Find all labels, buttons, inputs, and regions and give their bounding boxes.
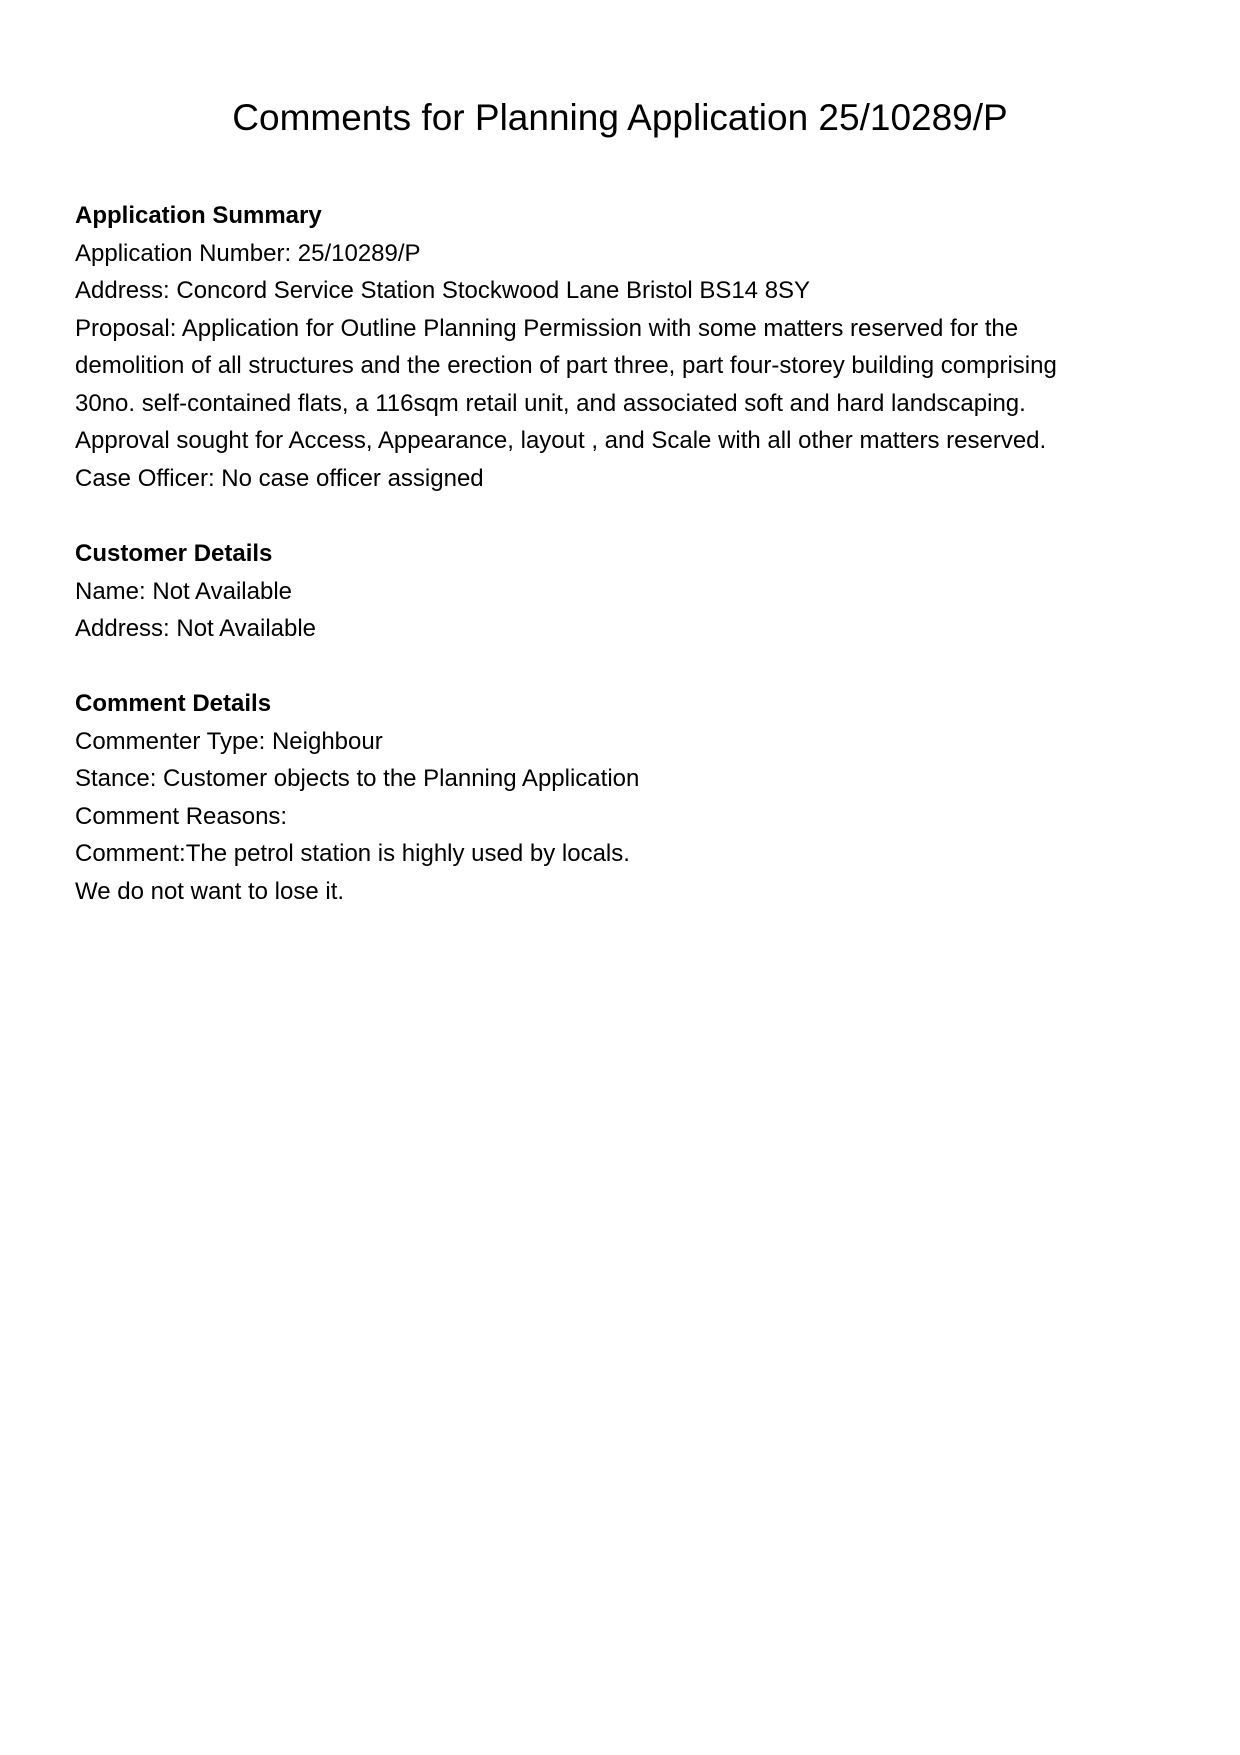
comment-text-line: Comment:The petrol station is highly used by locals. [75, 840, 630, 867]
case-officer: Case Officer: No case officer assigned [75, 464, 484, 492]
proposal-line: 30no. self-contained flats, a 116sqm retail unit, and associated soft and hard landscaping. [75, 389, 1026, 417]
customer-address: Address: Not Available [75, 615, 317, 642]
application-summary-heading: Application Summary [75, 202, 322, 229]
commenter-type: Commenter Type: Neighbour [75, 727, 383, 755]
application-summary-section [75, 197, 1175, 497]
comment-details-heading: Comment Details [75, 690, 272, 717]
comment-text-line: We do not want to lose it. [75, 877, 345, 905]
page-title: Comments for Planning Application 25/10289/P [232, 97, 1008, 138]
application-number: Application Number: 25/10289/P [75, 239, 421, 267]
stance: Stance: Customer objects to the Planning Application [75, 765, 640, 792]
proposal-line: Approval sought for Access, Appearance, layout , and Scale with all other matters reserved. [75, 427, 1047, 454]
proposal-line: demolition of all structures and the erection of part three, part four-storey building comprising [75, 352, 1057, 379]
comment-reasons: Comment Reasons: [75, 802, 288, 830]
comment-details-section [75, 685, 1175, 910]
application-address: Address: Concord Service Station Stockwood Lane Bristol BS14 8SY [75, 277, 811, 304]
customer-name: Name: Not Available [75, 577, 293, 605]
customer-details-heading: Customer Details [75, 540, 273, 567]
proposal-line: Proposal: Application for Outline Planning Permission with some matters reserved for the [75, 314, 1019, 342]
customer-details-section [75, 535, 1175, 648]
